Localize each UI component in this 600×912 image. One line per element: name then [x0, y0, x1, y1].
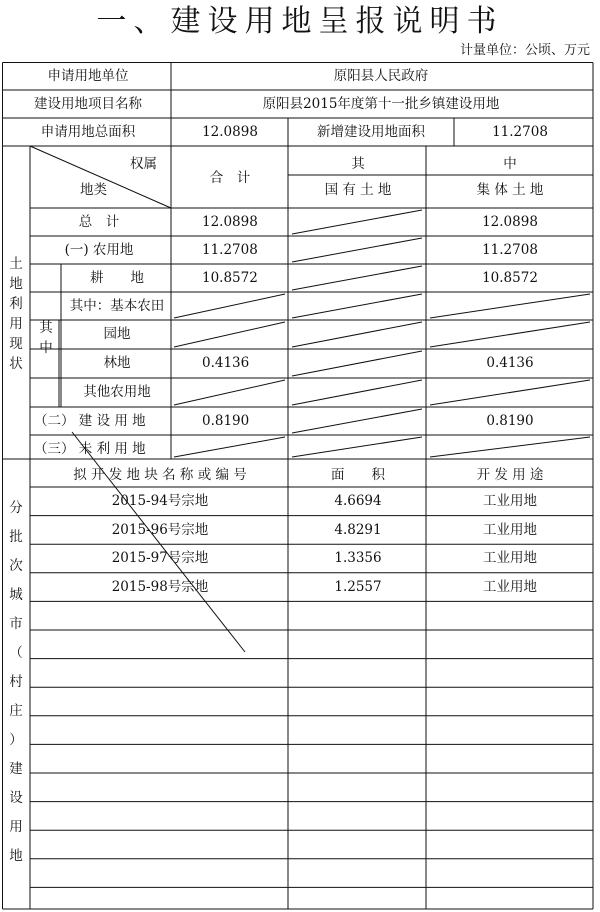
applicant-label: 申请用地单位	[47, 68, 129, 84]
landuse-row-total: 10.8572	[202, 270, 258, 286]
parcel-name: 2015-96号宗地	[111, 521, 209, 538]
landuse-row-total: 0.8190	[202, 413, 250, 429]
project-value: 原阳县2015年度第十一批乡镇建设用地	[262, 96, 500, 112]
new-area-label: 新增建设用地面积	[317, 124, 425, 140]
qi-label: 其	[351, 156, 365, 172]
document-title: 一、建设用地呈报说明书	[96, 4, 504, 39]
landuse-row-label: （二） 建 设 用 地	[34, 413, 146, 429]
cancel-diagonal	[72, 432, 245, 652]
applicant-value: 原阳县人民政府	[333, 68, 429, 84]
parcel-area: 1.2557	[334, 578, 382, 595]
parcel-name: 2015-98号宗地	[111, 578, 209, 595]
empty-cell-slash	[292, 210, 422, 234]
landuse-row-label: 总 计	[78, 214, 120, 230]
empty-cell-slash	[174, 294, 285, 318]
empty-cell-slash	[292, 322, 422, 347]
parcel-area-col-header: 面 积	[331, 467, 385, 483]
landuse-row-label: 其中：基本农田	[69, 298, 165, 314]
parcel-use: 工业用地	[483, 550, 537, 567]
landuse-row-label: (一) 农用地	[64, 242, 134, 258]
landuse-row-label: 耕 地	[90, 270, 144, 286]
landuse-row-total: 0.4136	[202, 355, 250, 371]
parcel-use: 工业用地	[483, 521, 537, 538]
parcel-section-label: 分 批 次 城 市 （ 村 庄 ） 建 设 用 地	[9, 500, 23, 864]
empty-cell-slash	[292, 409, 422, 433]
landuse-row-label: （三） 未 利 用 地	[34, 441, 146, 457]
landuse-section-label: 土 地 利 用 现 状	[9, 256, 23, 372]
parcel-area: 4.6694	[334, 493, 382, 509]
empty-cell-slash	[174, 380, 285, 405]
landuse-row-collective: 0.8190	[486, 413, 534, 429]
empty-cell-slash	[292, 351, 422, 376]
new-area-value: 11.2708	[492, 124, 548, 140]
landuse-row-total: 12.0898	[202, 214, 258, 230]
empty-cell-slash	[292, 294, 422, 318]
parcel-use: 工业用地	[483, 493, 537, 509]
empty-cell-slash	[174, 437, 285, 457]
parcel-use: 工业用地	[483, 578, 537, 595]
parcel-name: 2015-94号宗地	[111, 493, 209, 509]
parcel-area: 4.8291	[334, 521, 382, 538]
empty-cell-slash	[292, 380, 422, 405]
collective-land-label: 集 体 土 地	[476, 182, 544, 198]
empty-cell-slash	[430, 294, 590, 318]
empty-cell-slash	[292, 437, 422, 457]
empty-cell-slash	[430, 322, 590, 347]
total-area-value: 12.0898	[202, 124, 258, 140]
empty-cell-slash	[292, 266, 422, 290]
empty-cell-slash	[174, 322, 285, 347]
parcel-area: 1.3356	[334, 550, 382, 567]
parcel-name: 2015-97号宗地	[111, 550, 209, 567]
empty-cell-slash	[430, 380, 590, 405]
ownership-label: 权属	[130, 156, 157, 172]
landuse-row-label: 林地	[103, 355, 131, 371]
total-area-label: 申请用地总面积	[40, 124, 136, 140]
landtype-label: 地类	[80, 182, 107, 198]
empty-cell-slash	[430, 437, 590, 457]
parcel-use-col-header: 开 发 用 途	[476, 467, 544, 483]
total-col-label: 合 计	[209, 170, 251, 186]
parcel-name-col-header: 拟 开 发 地 块 名 称 或 编 号	[73, 467, 247, 483]
qizhong-label: 其 中	[39, 320, 53, 356]
unit-note: 计量单位：公顷、万元	[459, 43, 590, 58]
landuse-row-label: 其他农用地	[83, 384, 151, 400]
landuse-row-collective: 11.2708	[482, 242, 538, 258]
state-land-label: 国 有 土 地	[324, 182, 392, 198]
zhong-label: 中	[503, 156, 517, 172]
empty-cell-slash	[292, 238, 422, 262]
landuse-row-total: 11.2708	[202, 242, 258, 258]
project-label: 建设用地项目名称	[34, 96, 142, 112]
landuse-row-collective: 10.8572	[482, 270, 538, 286]
landuse-row-label: 园地	[103, 326, 131, 342]
landuse-row-collective: 12.0898	[482, 214, 538, 230]
landuse-row-collective: 0.4136	[486, 355, 534, 371]
